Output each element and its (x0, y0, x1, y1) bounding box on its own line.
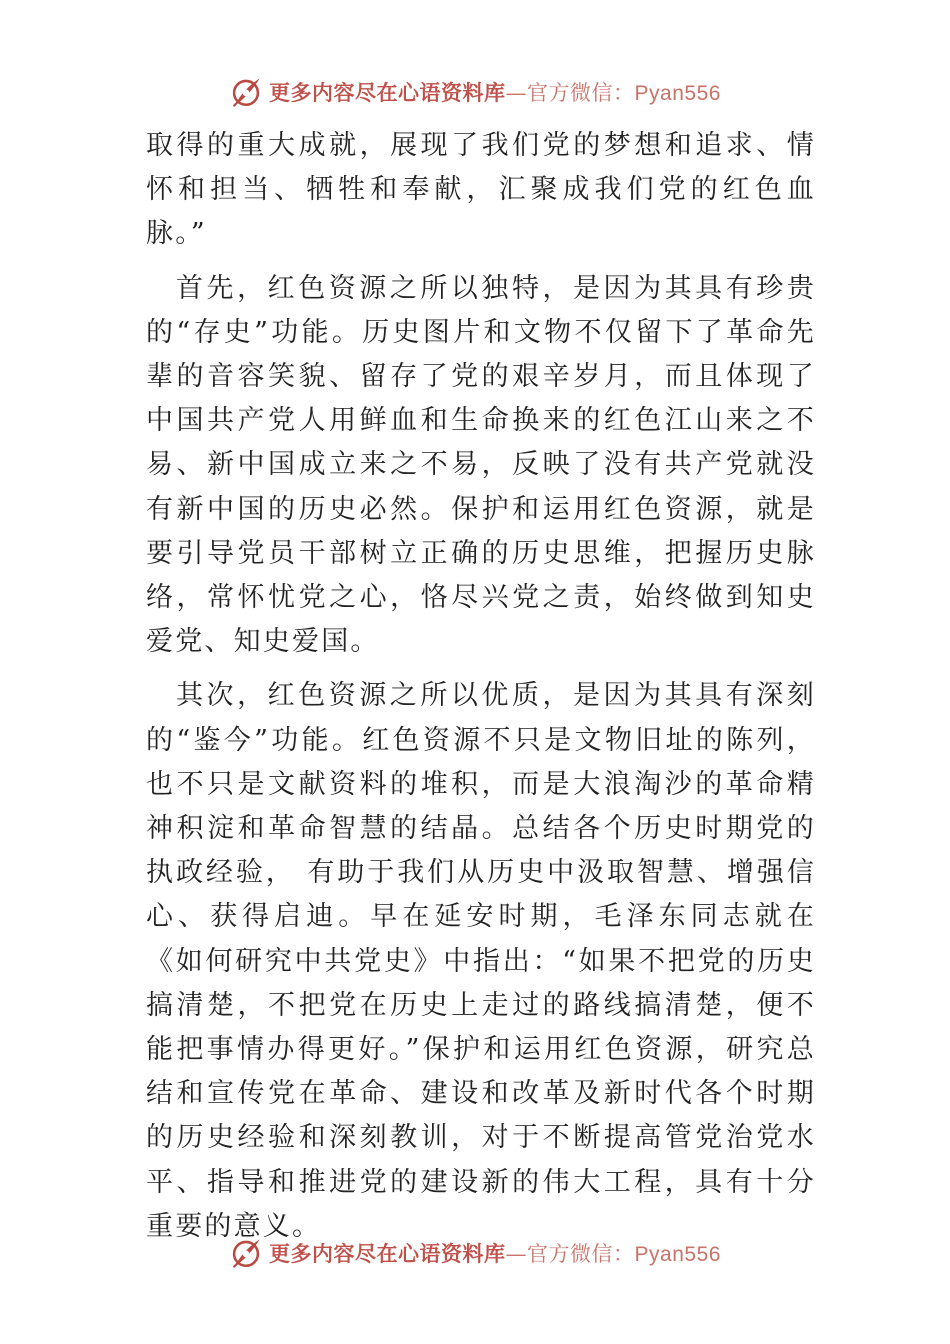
footer-banner (0, 1233, 950, 1273)
document-body (146, 124, 816, 1249)
header-wechat-account: Pyan556 (634, 82, 721, 105)
quill-ink-logo-icon (229, 75, 263, 109)
paragraph-second-point: 其次，红色资源之所以优质，是因为其具有深刻的“鉴今”功能。红色资源不只是文物旧址的陈列，也不只是文献资料的堆积，而是大浪淘沙的革命精神积淀和革命智慧的结晶。总结各个历史时期党的执政经验， 有助于我们从历史中汲取智慧、增强信心、获得启迪。早在延安时期，毛泽东同志就在《如何研究中共党史》中指出：“如果不把党的历史搞清楚，不把党在历史上走过的路线搞清楚，便不能把事情办得更好。”保护和运用红色资源，研究总结和宣传党在革命、建设和改革及新时代各个时期的历史经验和深刻教训，对于不断提高管党治党水平、指导和推进党的建设新的伟大工程，具有十分重要的意义。 (146, 680, 816, 1242)
footer-wechat-account: Pyan556 (634, 1243, 721, 1266)
quill-ink-logo-icon (229, 1236, 263, 1270)
header-text (269, 77, 721, 107)
footer-text (269, 1238, 721, 1268)
header-wechat-label: 官方微信： (527, 81, 635, 105)
paragraph-continuation: 取得的重大成就，展现了我们党的梦想和追求、情怀和担当、牺牲和奉献，汇聚成我们党的红色血脉。” (146, 130, 816, 250)
header-separator: — (505, 81, 528, 105)
header-banner (0, 72, 950, 112)
footer-wechat-label: 官方微信： (527, 1242, 635, 1266)
footer-separator: — (505, 1242, 528, 1266)
header-brand: 更多内容尽在心语资料库 (269, 80, 506, 105)
paragraph-first-point: 首先，红色资源之所以独特，是因为其具有珍贵的“存史”功能。历史图片和文物不仅留下了革命先辈的音容笑貌、留存了党的艰辛岁月，而且体现了中国共产党人用鲜血和生命换来的红色江山来之不易、新中国成立来之不易，反映了没有共产党就没有新中国的历史必然。保护和运用红色资源，就是要引导党员干部树立正确的历史思维，把握历史脉络，常怀忧党之心，恪尽兴党之责，始终做到知史爱党、知史爱国。 (146, 272, 816, 658)
footer-brand: 更多内容尽在心语资料库 (269, 1241, 506, 1266)
